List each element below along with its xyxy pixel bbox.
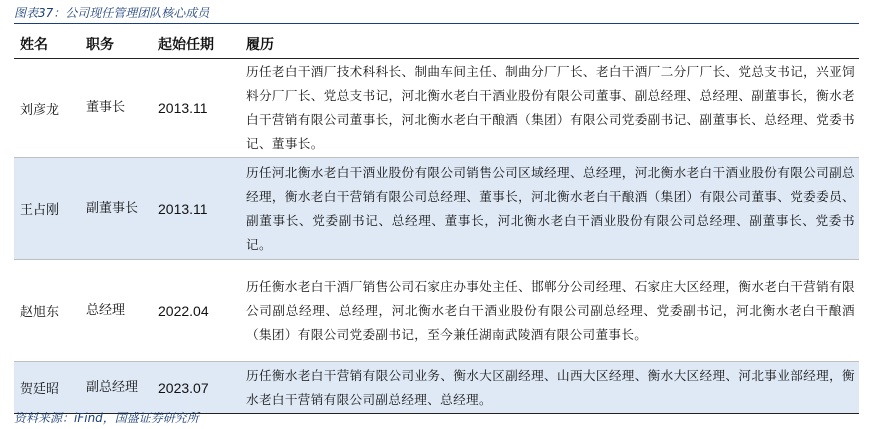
cell-start-date: 2013.11 bbox=[158, 100, 208, 116]
table-row bbox=[14, 260, 859, 362]
table-row bbox=[14, 59, 859, 158]
cell-history: 历任衡水老白干营销有限公司业务、衡水大区副经理、山西大区经理、衡水大区经理、河北事业部经理，衡水老白干营销有限公司副总经理、总经理。 bbox=[246, 367, 855, 407]
header-start-date: 起始任期 bbox=[158, 37, 214, 53]
cell-position: 副董事长 bbox=[86, 200, 139, 216]
header-history: 履历 bbox=[246, 37, 274, 53]
caption-rule bbox=[14, 23, 859, 24]
header-name: 姓名 bbox=[20, 37, 48, 53]
table-header bbox=[14, 30, 859, 59]
cell-history: 历任衡水老白干酒厂销售公司石家庄办事处主任、邯郸分公司经理、石家庄大区经理，衡水老白干营销有限公司副总经理、总经理，河北衡水老白干酒业股份有限公司副总经理、党委副书记，河北衡水老白干酿酒（集团）有限公司党委副书记，至今兼任湖南武陵酒有限公司董事长。 bbox=[246, 278, 855, 342]
cell-name: 赵旭东 bbox=[20, 305, 60, 320]
table-row bbox=[14, 158, 859, 260]
cell-history: 历任老白干酒厂技术科科长、制曲车间主任、制曲分厂厂长、老白干酒厂二分厂厂长、党总支书记，兴亚饲料分厂厂长、党总支书记，河北衡水老白干酒业股份有限公司董事、副总经理、总经理、副董事长，衡水老白干营销有限公司董事长，河北衡水老白干酿酒（集团）有限公司党委副书记、副董事长、总经理、党委书记、董事长。 bbox=[246, 64, 855, 151]
figure-caption: 图表37：公司现任管理团队核心成员 bbox=[14, 6, 210, 20]
cell-position: 副总经理 bbox=[86, 379, 139, 395]
source-note: 资料来源：iFind，国盛证券研究所 bbox=[14, 411, 199, 425]
management-table bbox=[14, 30, 859, 414]
cell-start-date: 2022.04 bbox=[158, 302, 209, 319]
cell-start-date: 2023.07 bbox=[158, 379, 209, 396]
table-row bbox=[14, 362, 859, 414]
cell-name: 贺廷昭 bbox=[20, 382, 60, 397]
cell-start-date: 2013.11 bbox=[158, 200, 208, 217]
cell-name: 王占刚 bbox=[20, 203, 60, 218]
header-position: 职务 bbox=[86, 37, 114, 53]
cell-history: 历任河北衡水老白干酒业股份有限公司销售公司区域经理、总经理，河北衡水老白干酒业股份有限公司副总经理，衡水老白干营销有限公司总经理、董事长，河北衡水老白干酿酒（集团）有限公司董事、党委委员、副董事长、党委副书记、总经理、董事长，河北衡水老白干酒业股份有限公司总经理、副董事长、党委书记。 bbox=[246, 164, 855, 252]
cell-name: 刘彦龙 bbox=[20, 102, 60, 118]
cell-position: 总经理 bbox=[86, 302, 126, 318]
cell-position: 董事长 bbox=[86, 100, 126, 115]
